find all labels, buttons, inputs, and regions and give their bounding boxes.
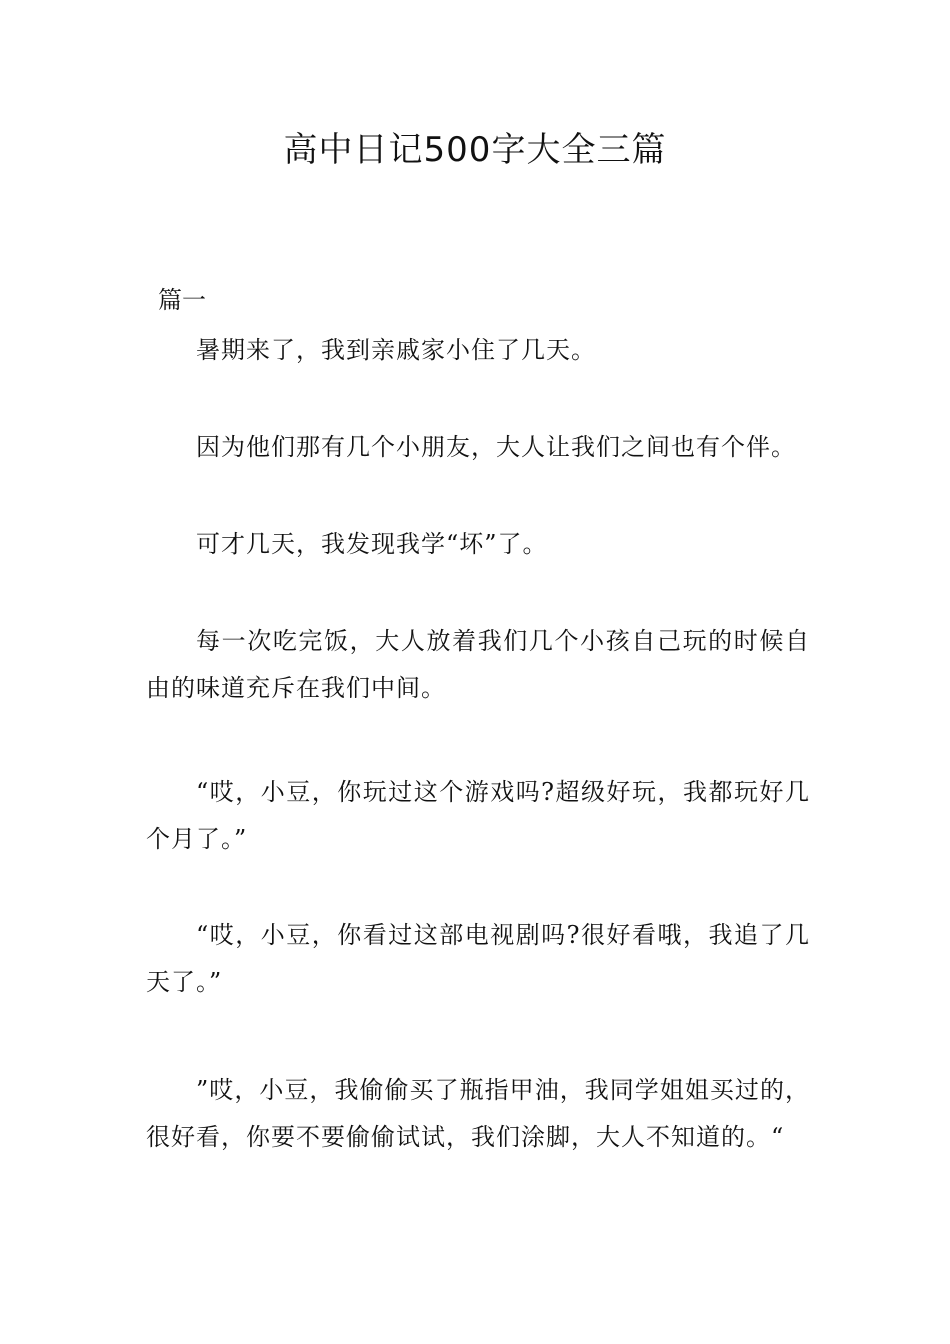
paragraph-3: 可才几天，我发现我学“坏”了。 [196, 530, 548, 558]
paragraph-5: “哎，小豆，你玩过这个游戏吗?超级好玩，我都玩好几个月了。” [146, 778, 810, 853]
paragraph-4: 每一次吃完饭，大人放着我们几个小孩自己玩的时候自由的味道充斥在我们中间。 [146, 627, 810, 702]
paragraph-2: 因为他们那有几个小朋友，大人让我们之间也有个伴。 [196, 433, 796, 461]
paragraph-6: “哎，小豆，你看过这部电视剧吗?很好看哦，我追了几天了。” [146, 921, 810, 996]
paragraph-1: 暑期来了，我到亲戚家小住了几天。 [196, 336, 596, 364]
document-title: 高中日记500字大全三篇 [283, 130, 667, 170]
paragraph-7: ”哎，小豆，我偷偷买了瓶指甲油，我同学姐姐买过的，很好看，你要不要偷偷试试，我们涂脚，大人不知道的。“ [146, 1076, 810, 1151]
section-label: 篇一 [158, 286, 206, 314]
